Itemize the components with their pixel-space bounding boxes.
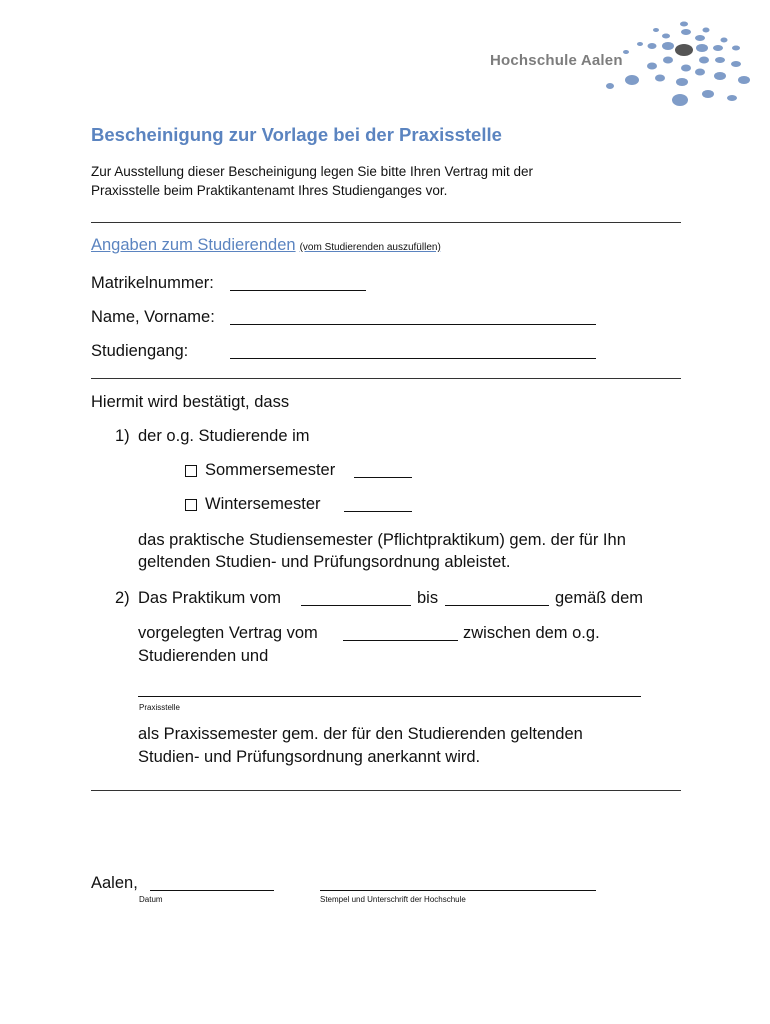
student-section-note: (vom Studierenden auszufüllen): [299, 242, 441, 253]
intro-text: [91, 162, 651, 200]
praxisstelle-field[interactable]: [138, 696, 641, 697]
studiengang-label: Studiengang:: [91, 342, 189, 360]
confirmation-intro: Hiermit wird bestätigt, dass: [91, 393, 290, 411]
closing-line-1: als Praxissemester gem. der für den Studierenden geltenden: [138, 725, 583, 743]
wintersemester-field[interactable]: [344, 511, 412, 512]
student-section-heading-text: Angaben zum Studierenden: [91, 236, 296, 254]
item2-text-a: Das Praktikum vom: [138, 589, 282, 607]
item1-text: der o.g. Studierende im: [138, 427, 310, 445]
document-title: Bescheinigung zur Vorlage bei der Praxisstelle: [91, 124, 502, 145]
vertrag-date-field[interactable]: [343, 640, 458, 641]
divider-1: [91, 222, 681, 223]
name-label: Name, Vorname:: [91, 308, 215, 326]
divider-2: [91, 378, 681, 379]
praxisstelle-caption: Praxisstelle: [139, 703, 180, 712]
item2-text-b: bis: [417, 589, 439, 607]
divider-3: [91, 790, 681, 791]
item1-cont-line-1: das praktische Studiensemester (Pflichtpraktikum) gem. der für Ihn: [138, 531, 626, 549]
item2-line2-b: zwischen dem o.g.: [463, 624, 600, 642]
name-field[interactable]: [230, 324, 596, 325]
praktikum-from-field[interactable]: [301, 605, 411, 606]
matrikel-field[interactable]: [230, 290, 366, 291]
intro-line-2: Praxisstelle beim Praktikantenamt Ihres Studienganges vor.: [91, 183, 448, 198]
signature-place: Aalen,: [91, 874, 138, 892]
item2-line2-a: vorgelegten Vertrag vom: [138, 624, 318, 642]
wintersemester-checkbox[interactable]: [185, 499, 197, 511]
sommersemester-checkbox[interactable]: [185, 465, 197, 477]
sommersemester-field[interactable]: [354, 477, 412, 478]
item2-line3: Studierenden und: [138, 647, 269, 665]
stamp-signature-field[interactable]: [320, 890, 596, 891]
item2-text-c: gemäß dem: [555, 589, 644, 607]
praktikum-to-field[interactable]: [445, 605, 549, 606]
item1-cont-line-2: geltenden Studien- und Prüfungsordnung ableistet.: [138, 553, 511, 571]
studiengang-field[interactable]: [230, 358, 596, 359]
item2-number: 2): [115, 589, 130, 607]
student-section-heading: [91, 236, 441, 255]
date-caption: Datum: [139, 895, 163, 904]
matrikel-label: Matrikelnummer:: [91, 274, 214, 292]
date-field[interactable]: [150, 890, 274, 891]
sommersemester-label: Sommersemester: [205, 461, 336, 479]
intro-line-1: Zur Ausstellung dieser Bescheinigung legen Sie bitte Ihren Vertrag mit der: [91, 164, 534, 179]
wintersemester-label: Wintersemester: [205, 495, 321, 513]
item1-number: 1): [115, 427, 130, 445]
logo-text: Hochschule Aalen: [490, 52, 623, 69]
stamp-caption: Stempel und Unterschrift der Hochschule: [320, 895, 466, 904]
closing-line-2: Studien- und Prüfungsordnung anerkannt wird.: [138, 748, 481, 766]
